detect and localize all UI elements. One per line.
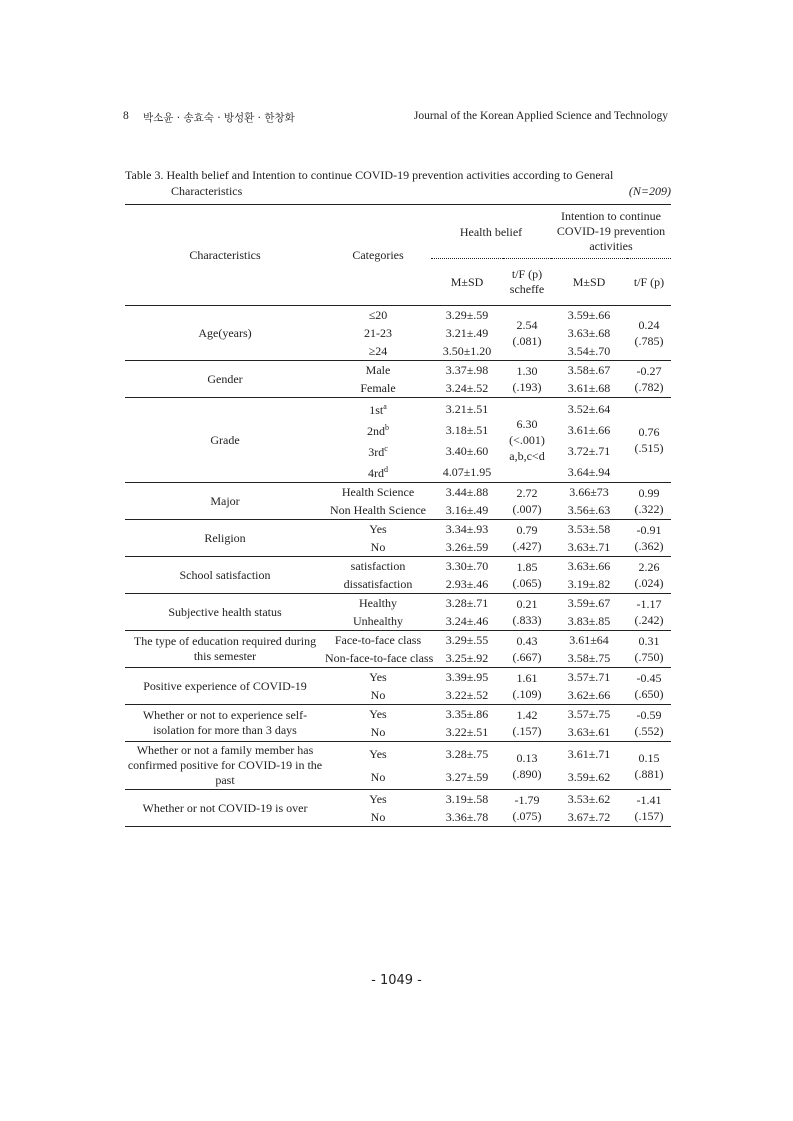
health-belief-msd: 3.29±.55 [431,631,503,650]
category-cell: Yes [325,742,431,766]
category-cell: No [370,770,386,785]
intention-msd: 3.61±64 [551,631,627,650]
health-belief-stat: 0.13 (.890) [503,742,551,790]
header-msd-1: M±SD [431,259,503,306]
intention-msd: 3.63±.71 [567,540,611,554]
health-belief-stat: 1.30 (.193) [503,361,551,398]
intention-stat: 0.31 (.750) [627,631,671,668]
category-cell: Health Science [325,483,431,502]
characteristic-cell: Religion [125,520,325,557]
health-belief-msd: 3.16±.49 [445,503,489,517]
intention-stat: -1.41 (.157) [627,790,671,827]
journal-title: Journal of the Korean Applied Science and Technology [413,110,668,122]
intention-msd: 3.59±.66 [551,306,627,325]
characteristic-cell: Whether or not a family member has confirmed positive for COVID-19 in the past [125,742,325,790]
category-cell: No [370,725,386,739]
intention-stat: 0.99 (.322) [627,483,671,520]
category-cell [325,398,431,420]
health-belief-msd: 3.18±.51 [445,422,489,437]
category-cell: Healthy [325,594,431,613]
characteristic-cell: Gender [125,361,325,398]
table-row [125,668,671,687]
category-cell: ≤20 [325,306,431,325]
header-categories: Categories [352,248,404,262]
table-row [125,705,671,724]
intention-msd: 3.59±.67 [551,594,627,613]
category-label: 3rd [368,445,385,459]
characteristic-cell: Grade [125,398,325,483]
intention-msd: 3.57±.71 [551,668,627,687]
intention-msd: 3.72±.71 [567,443,611,458]
intention-stat: 0.76 (.515) [627,398,671,483]
category-cell: 21-23 [364,326,392,340]
caption-line-1: Table 3. Health belief and Intention to continue COVID-19 prevention activities according to General [125,168,614,182]
health-belief-msd: 3.29±.59 [431,306,503,325]
intention-msd: 3.63±.61 [567,725,611,739]
superscript: b [385,423,389,432]
header-msd-2: M±SD [551,259,627,306]
category-cell: dissatisfaction [343,577,413,591]
table-body [125,306,671,827]
health-belief-msd: 3.50±1.20 [442,344,492,358]
category-cell: Face-to-face class [325,631,431,650]
table-row [125,557,671,576]
characteristic-cell: Whether or not to experience self-isolation for more than 3 days [125,705,325,742]
table-row [125,594,671,613]
health-belief-stat: 0.43 (.667) [503,631,551,668]
category-cell: No [370,688,386,702]
intention-stat: 0.15 (.881) [627,742,671,790]
intention-stat: 0.24 (.785) [627,306,671,361]
table-row [125,483,671,502]
health-belief-msd: 3.35±.86 [431,705,503,724]
intention-msd: 3.53±.62 [551,790,627,809]
category-cell: satisfaction [325,557,431,576]
health-belief-msd: 3.44±.88 [431,483,503,502]
health-belief-stat: 1.61 (.109) [503,668,551,705]
health-belief-stat: -1.79 (.075) [503,790,551,827]
sample-size: (N=209) [628,184,671,198]
category-cell: No [370,540,386,554]
health-belief-msd: 4.07±1.95 [442,464,492,479]
intention-msd: 3.59±.62 [567,770,611,785]
intention-msd: 3.63±.68 [567,326,611,340]
health-belief-msd: 3.22±.51 [445,725,489,739]
characteristic-cell: Major [125,483,325,520]
health-belief-msd: 3.39±.95 [431,668,503,687]
category-label: 2nd [367,424,385,438]
health-belief-stat: 1.42 (.157) [503,705,551,742]
category-cell [325,419,431,440]
page-footer: - 1049 - [371,973,422,988]
table-caption [125,167,671,199]
characteristic-cell: School satisfaction [125,557,325,594]
intention-msd: 3.64±.94 [567,464,611,479]
category-cell: Yes [325,520,431,539]
category-cell: ≥24 [368,344,388,358]
health-belief-msd: 3.21±.49 [445,326,489,340]
health-belief-msd: 3.34±.93 [431,520,503,539]
characteristic-cell: Subjective health status [125,594,325,631]
intention-stat: -0.27 (.782) [627,361,671,398]
intention-stat: -0.45 (.650) [627,668,671,705]
health-belief-stat: 0.79 (.427) [503,520,551,557]
health-belief-msd: 3.21±.51 [431,398,503,420]
health-belief-msd: 3.27±.59 [445,770,489,785]
category-cell: Yes [325,790,431,809]
header-health-belief: Health belief [431,205,551,259]
characteristic-cell: The type of education required during this semester [125,631,325,668]
intention-stat: -0.59 (.552) [627,705,671,742]
table-row [125,631,671,650]
category-cell: Yes [325,668,431,687]
intention-msd: 3.67±.72 [567,810,611,824]
category-cell: Unhealthy [353,614,403,628]
health-belief-msd: 3.37±.98 [431,361,503,380]
intention-msd: 3.52±.64 [551,398,627,420]
results-table [125,204,671,827]
category-cell: Non Health Science [330,503,426,517]
health-belief-msd: 3.28±.75 [431,742,503,766]
intention-msd: 3.58±.67 [551,361,627,380]
intention-stat: -1.17 (.242) [627,594,671,631]
table-row [125,520,671,539]
page-number: 8 [123,110,129,122]
caption-line-2: Characteristics [171,184,243,198]
health-belief-msd: 2.93±.46 [445,577,489,591]
table-row [125,398,671,420]
intention-msd: 3.66±73 [551,483,627,502]
table-row [125,361,671,380]
category-cell: No [370,810,386,824]
superscript: a [383,402,387,411]
health-belief-msd: 3.24±.52 [445,381,489,395]
health-belief-msd: 3.28±.71 [431,594,503,613]
characteristic-cell: Age(years) [125,306,325,361]
header-tf-p-scheffe: t/F (p) scheffe [503,259,551,306]
health-belief-msd: 3.19±.58 [431,790,503,809]
authors: 박소윤 · 송효숙 · 방성환 · 한창화 [143,112,295,124]
intention-stat: -0.91 (.362) [627,520,671,557]
intention-msd: 3.61±.66 [567,422,611,437]
health-belief-stat: 2.72 (.007) [503,483,551,520]
health-belief-stat: 1.85 (.065) [503,557,551,594]
health-belief-msd: 3.40±.60 [445,443,489,458]
health-belief-msd: 3.25±.92 [445,651,489,665]
intention-msd: 3.61±.71 [551,742,627,766]
superscript: d [384,465,388,474]
characteristic-cell: Whether or not COVID-19 is over [125,790,325,827]
intention-msd: 3.57±.75 [551,705,627,724]
category-cell [325,440,431,461]
intention-msd: 3.53±.58 [551,520,627,539]
running-header [123,110,668,126]
table-row [125,790,671,809]
table-row [125,742,671,766]
header-tf-p: t/F (p) [627,259,671,306]
intention-msd: 3.56±.63 [567,503,611,517]
health-belief-msd: 3.26±.59 [445,540,489,554]
intention-msd: 3.83±.85 [567,614,611,628]
header-intention: Intention to continue COVID-19 prevention activities [551,205,671,259]
category-cell: Female [360,381,396,395]
header-characteristics: Characteristics [189,248,261,262]
health-belief-msd: 3.36±.78 [445,810,489,824]
category-cell [325,461,431,483]
health-belief-stat: 6.30 (<.001) a,b,c<d [503,398,551,483]
intention-stat: 2.26 (.024) [627,557,671,594]
health-belief-stat: 2.54 (.081) [503,306,551,361]
category-cell: Non-face-to-face class [325,651,434,665]
category-label: 4rd [368,466,384,480]
category-label: 1st [369,403,384,417]
health-belief-msd: 3.30±.70 [431,557,503,576]
intention-msd: 3.62±.66 [567,688,611,702]
health-belief-msd: 3.24±.46 [445,614,489,628]
intention-msd: 3.58±.75 [567,651,611,665]
intention-msd: 3.19±.82 [567,577,611,591]
health-belief-msd: 3.22±.52 [445,688,489,702]
health-belief-stat: 0.21 (.833) [503,594,551,631]
category-cell: Yes [325,705,431,724]
table-row [125,306,671,325]
superscript: c [384,444,388,453]
intention-msd: 3.54±.70 [567,344,611,358]
category-cell: Male [325,361,431,380]
intention-msd: 3.61±.68 [567,381,611,395]
intention-msd: 3.63±.66 [551,557,627,576]
characteristic-cell: Positive experience of COVID-19 [125,668,325,705]
